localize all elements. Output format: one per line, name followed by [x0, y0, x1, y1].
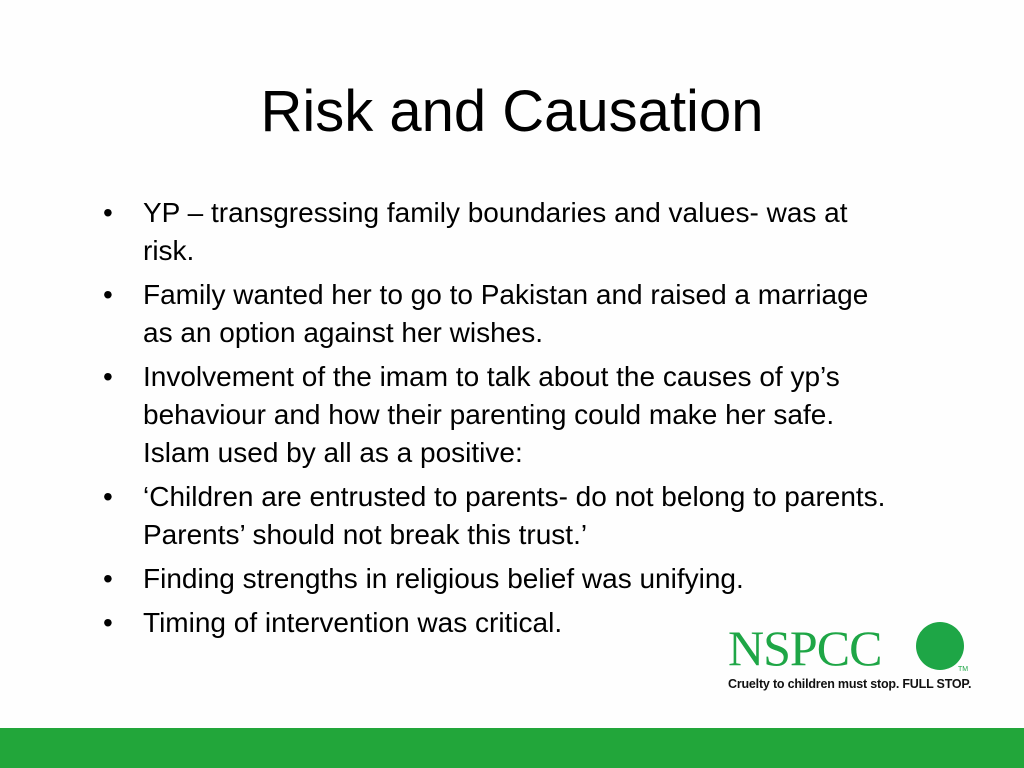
bullet-icon: • — [103, 197, 113, 228]
bullet-icon: • — [103, 361, 113, 392]
bullet-icon: • — [103, 279, 113, 310]
footer-bar — [0, 728, 1024, 768]
bullet-icon: • — [103, 607, 113, 638]
bullet-item — [100, 276, 900, 352]
bullet-text: YP – transgressing family boundaries and values- was at risk. — [143, 197, 848, 266]
nspcc-logo — [726, 620, 972, 692]
bullet-text: Family wanted her to go to Pakistan and raised a marriage as an option against her wishes. — [143, 279, 869, 348]
bullet-item — [100, 194, 900, 270]
bullet-icon: • — [103, 563, 113, 594]
logo-trademark: TM — [958, 666, 969, 673]
bullet-item — [100, 560, 900, 598]
bullet-text: Timing of intervention was critical. — [143, 607, 563, 638]
slide-title: Risk and Causation — [260, 79, 764, 144]
logo-wordmark: NSPCC — [728, 620, 882, 676]
bullet-text: ‘Children are entrusted to parents- do not belong to parents. Parents’ should not break this trust.’ — [143, 481, 886, 550]
logo-circle-icon — [916, 622, 964, 670]
logo-tagline: Cruelty to children must stop. FULL STOP. — [728, 677, 972, 691]
bullet-text: Finding strengths in religious belief was unifying. — [143, 563, 744, 594]
bullet-text: Involvement of the imam to talk about the causes of yp’s behaviour and how their parenting could make her safe. Islam used by all as a positive: — [143, 361, 840, 468]
bullet-item — [100, 478, 900, 554]
bullet-item — [100, 358, 900, 472]
bullet-icon: • — [103, 481, 113, 512]
bullet-list — [100, 194, 900, 648]
